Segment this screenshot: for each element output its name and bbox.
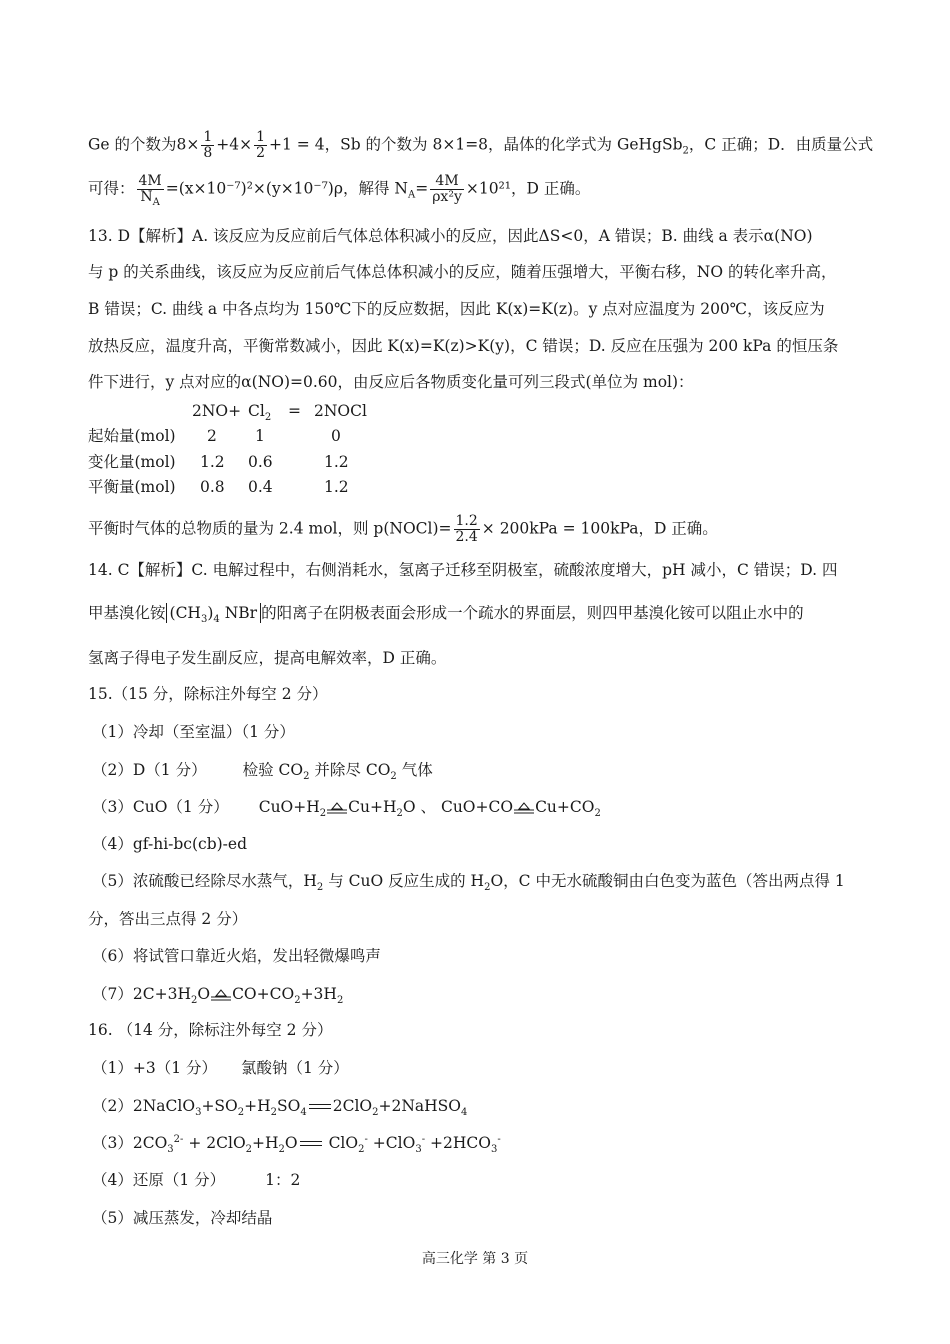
text: 检验 — [242, 761, 279, 779]
equals-icon — [298, 1140, 324, 1148]
denominator: ρx²y — [432, 189, 462, 205]
subscript: 4 — [461, 1107, 468, 1119]
cell: 1 — [255, 427, 265, 445]
cell: 0.6 — [248, 453, 273, 471]
text: NBr — [224, 604, 258, 622]
text: 平衡时气体的总物质的量为 2.4 mol，则 p(NOCl)= — [88, 519, 452, 538]
cell: 0.4 — [248, 478, 273, 496]
q16-answer-5: （5）减压蒸发，冷却结晶 — [92, 1209, 273, 1227]
text: （4）还原（1 分） — [92, 1171, 226, 1189]
subscript: 3 — [195, 1107, 202, 1119]
subscript: 2 — [682, 145, 689, 157]
superscript: - — [421, 1133, 426, 1145]
q13-line-5: 件下进行，y 点对应的α(NO)=0.60，由反应后各物质变化量可列三段式(单位为 mol)： — [88, 373, 694, 391]
q16-answer-4 — [92, 1170, 300, 1190]
text: ，C 正确；D．由质量公式 — [688, 135, 874, 154]
q15-answer-2: （2）D（1 分） 检验 $CO_2$ 并除尽 $CO_2$ 气体 — [92, 761, 433, 783]
denominator: 2.4 — [455, 529, 478, 545]
text: ，C 中无水硫酸铜由白色变为蓝色（答出两点得 1 — [503, 872, 845, 890]
subscript: 2 — [390, 771, 397, 783]
text: 可得： — [88, 179, 135, 198]
text: 与 CuO 反应生成的 — [323, 872, 471, 890]
text: （7）2C+3 — [92, 985, 178, 1003]
fraction — [137, 173, 164, 208]
subscript: 2 — [278, 1144, 285, 1156]
cell: 0.8 — [200, 478, 225, 496]
cell: 2 — [207, 427, 217, 445]
line-density-formula: 可得： $\frac{4M}{N_A}$ =(x×10⁻⁷)²×(y×10⁻⁷)ρ，解得 $N_A=$ $\frac{4M}{\text{ρx²y}}$ ×10²¹，D 正确。 — [88, 173, 591, 208]
subscript: 2 — [303, 771, 310, 783]
row-label: 变化量(mol) — [88, 453, 176, 471]
text: 解得 — [358, 179, 395, 198]
text: +1 = 4， — [269, 135, 341, 154]
subscript: A — [152, 196, 160, 208]
text: N — [140, 189, 153, 205]
subscript: 3 — [415, 1144, 422, 1156]
row-label: 平衡量(mol) — [88, 478, 176, 496]
denominator — [137, 189, 164, 208]
text: （3）CuO（1 分） — [92, 798, 229, 816]
header-cell — [248, 400, 271, 422]
fraction — [201, 130, 214, 161]
subscript: 2 — [270, 1107, 278, 1119]
text: +4× — [216, 135, 253, 154]
denominator: 2 — [256, 145, 266, 161]
text: （1）+3（1 分） — [92, 1059, 217, 1077]
fraction — [254, 130, 267, 161]
bracket: $(CH_3)_4$ NBr — [166, 603, 262, 623]
text: Cl — [248, 402, 265, 420]
numerator: 4M — [138, 173, 162, 189]
cell: 0 — [331, 427, 341, 445]
q13-line-2: 与 p 的关系曲线，该反应为反应前后气体总体积减小的反应，随着压强增大，平衡右移，NO 的转化率升高， — [88, 263, 837, 281]
subscript: 4 — [213, 614, 220, 626]
subscript: 3 — [167, 1144, 174, 1156]
subscript: 2 — [358, 1144, 365, 1156]
text: Ge 的个数为 — [88, 135, 177, 154]
numerator: 1.2 — [455, 513, 478, 529]
row-label: 起始量(mol) — [88, 427, 176, 445]
heat-arrow-icon — [513, 802, 535, 814]
subscript: 2 — [237, 1107, 245, 1119]
subscript: 2 — [372, 1107, 379, 1119]
subscript: 2 — [594, 808, 601, 820]
text: 的阳离子在阴极表面会形成一个疏水的界面层，则四甲基溴化铵可以阻止水中的 — [261, 604, 804, 622]
subscript: A — [407, 189, 416, 201]
heat-arrow-icon — [210, 989, 232, 1001]
q16-answer-1 — [92, 1058, 349, 1078]
text: 氯酸钠（1 分） — [241, 1059, 349, 1077]
subscript: 2 — [319, 808, 327, 820]
text: 、 — [420, 798, 437, 816]
q13-line-3: B 错误；C. 曲线 a 中各点均为 150℃下的反应数据，因此 K(x)=K(z)。y 点对应温度为 200℃，该反应为 — [88, 300, 825, 318]
header-cell: = — [288, 402, 301, 420]
q16-answer-3: $(3)2CO_3^{2-} + 2ClO_2+H_2O$ $ClO_2^- +ClO_3^- +2HCO_3^-$ — [92, 1133, 501, 1156]
q15-answer-3: （3）CuO（1 分） $CuO+H_2$ $Cu+H_2O$ 、 CuO+CO $Cu+CO_2$ — [92, 798, 601, 820]
subscript: 2 — [396, 808, 403, 820]
subscript: 2 — [190, 995, 198, 1007]
header-cell: 2NOCl — [314, 402, 367, 420]
line-pressure — [88, 514, 718, 545]
q15-answer-7: $(7)2C+3H_2O$ $CO+CO_2+3H_2$ — [92, 985, 344, 1007]
q15-answer-6: （6）将试管口靠近火焰，发出轻微爆鸣声 — [92, 947, 381, 965]
numerator: 1 — [203, 129, 213, 145]
heat-arrow-icon — [326, 802, 348, 814]
q16-title: 16. （14 分，除标注外每空 2 分） — [88, 1021, 333, 1039]
q15-title: 15.（15 分，除标注外每空 2 分） — [88, 685, 328, 703]
cell: 1.2 — [324, 453, 349, 471]
text: （2）D（1 分） — [92, 761, 207, 779]
text: Sb 的个数为 8×1=8，晶体的化学式为 — [340, 135, 617, 154]
text: × 200kPa = 100kPa，D 正确。 — [481, 519, 718, 538]
subscript: 2 — [264, 412, 272, 424]
subscript: 3 — [490, 1144, 498, 1156]
line-ge-count: Ge 的个数为8× $\frac{1}{8}$ +4× $\frac{1}{2}$ +1 = 4，Sb 的个数为 8×1=8，晶体的化学式为 GeHgSb$_2$，C 正确；D．由质量公式 — [88, 129, 874, 161]
superscript: 2- — [173, 1133, 184, 1145]
text: N — [394, 179, 408, 198]
numerator: 1 — [256, 129, 266, 145]
subscript: 2 — [336, 995, 344, 1007]
q13-line-1: 13. D【解析】A. 该反应为反应前后气体总体积减小的反应，因此ΔS<0，A 错误；B. 曲线 a 表示α(NO) — [88, 227, 813, 245]
text: ×10²¹，D 正确。 — [465, 179, 591, 198]
cell: 1.2 — [200, 453, 225, 471]
page-footer: 高三化学 第 3 页 — [421, 1251, 529, 1267]
text: （5）浓硫酸已经除尽水蒸气， — [92, 872, 304, 890]
text: =(x×10⁻⁷)²×(y×10⁻⁷)ρ， — [165, 179, 359, 198]
text: 8× — [176, 135, 200, 154]
subscript: 2 — [245, 1144, 253, 1156]
subscript: 2 — [484, 882, 491, 894]
text: 并除尽 — [309, 761, 366, 779]
text: （2）2NaCl — [92, 1097, 183, 1115]
text: （3）2CO — [92, 1134, 168, 1152]
subscript: 3 — [200, 614, 208, 626]
subscript: 2 — [294, 995, 301, 1007]
subscript: 2 — [316, 882, 324, 894]
text: 气体 — [396, 761, 433, 779]
fraction — [454, 514, 480, 545]
numerator: 4M — [430, 174, 464, 190]
q15-answer-5-cont: 分，答出三点得 2 分） — [88, 910, 248, 928]
q14-line-1: 14. C【解析】C. 电解过程中，右侧消耗水，氢离子迁移至阴极室，硫酸浓度增大，pH 减小，C 错误；D. 四 — [88, 561, 838, 579]
cell: 1.2 — [324, 478, 349, 496]
q14-line-3: 氢离子得电子发生副反应，提高电解效率，D 正确。 — [88, 649, 447, 667]
subscript: 4 — [300, 1107, 307, 1119]
equals-icon — [307, 1103, 333, 1111]
q15-answer-4: （4）gf-hi-bc(cb)-ed — [92, 835, 248, 853]
header-cell: 2NO+ — [192, 402, 242, 420]
superscript: - — [364, 1133, 368, 1145]
text: 1：2 — [265, 1171, 301, 1189]
q15-answer-1: （1）冷却（至室温）（1 分） — [92, 723, 295, 741]
q13-line-4: 放热反应，温度升高，平衡常数减小，因此 K(x)=K(z)>K(y)，C 错误；D. 反应在压强为 200 kPa 的恒压条 — [88, 337, 839, 355]
superscript: - — [497, 1133, 501, 1145]
denominator: 8 — [203, 145, 213, 161]
q16-answer-2: $(2)2NaClO_3+SO_2+H_2SO_4$ 2ClO$_2$+2NaHSO$_4$ — [92, 1097, 468, 1119]
q15-answer-5: （5）浓硫酸已经除尽水蒸气，$H_2$ 与 CuO 反应生成的 $H_2O$，C 中无水硫酸铜由白色变为蓝色（答出两点得 1 — [92, 872, 845, 894]
fraction — [430, 174, 464, 205]
q14-line-2 — [88, 603, 804, 626]
text: 甲基溴化铵 — [88, 604, 166, 622]
